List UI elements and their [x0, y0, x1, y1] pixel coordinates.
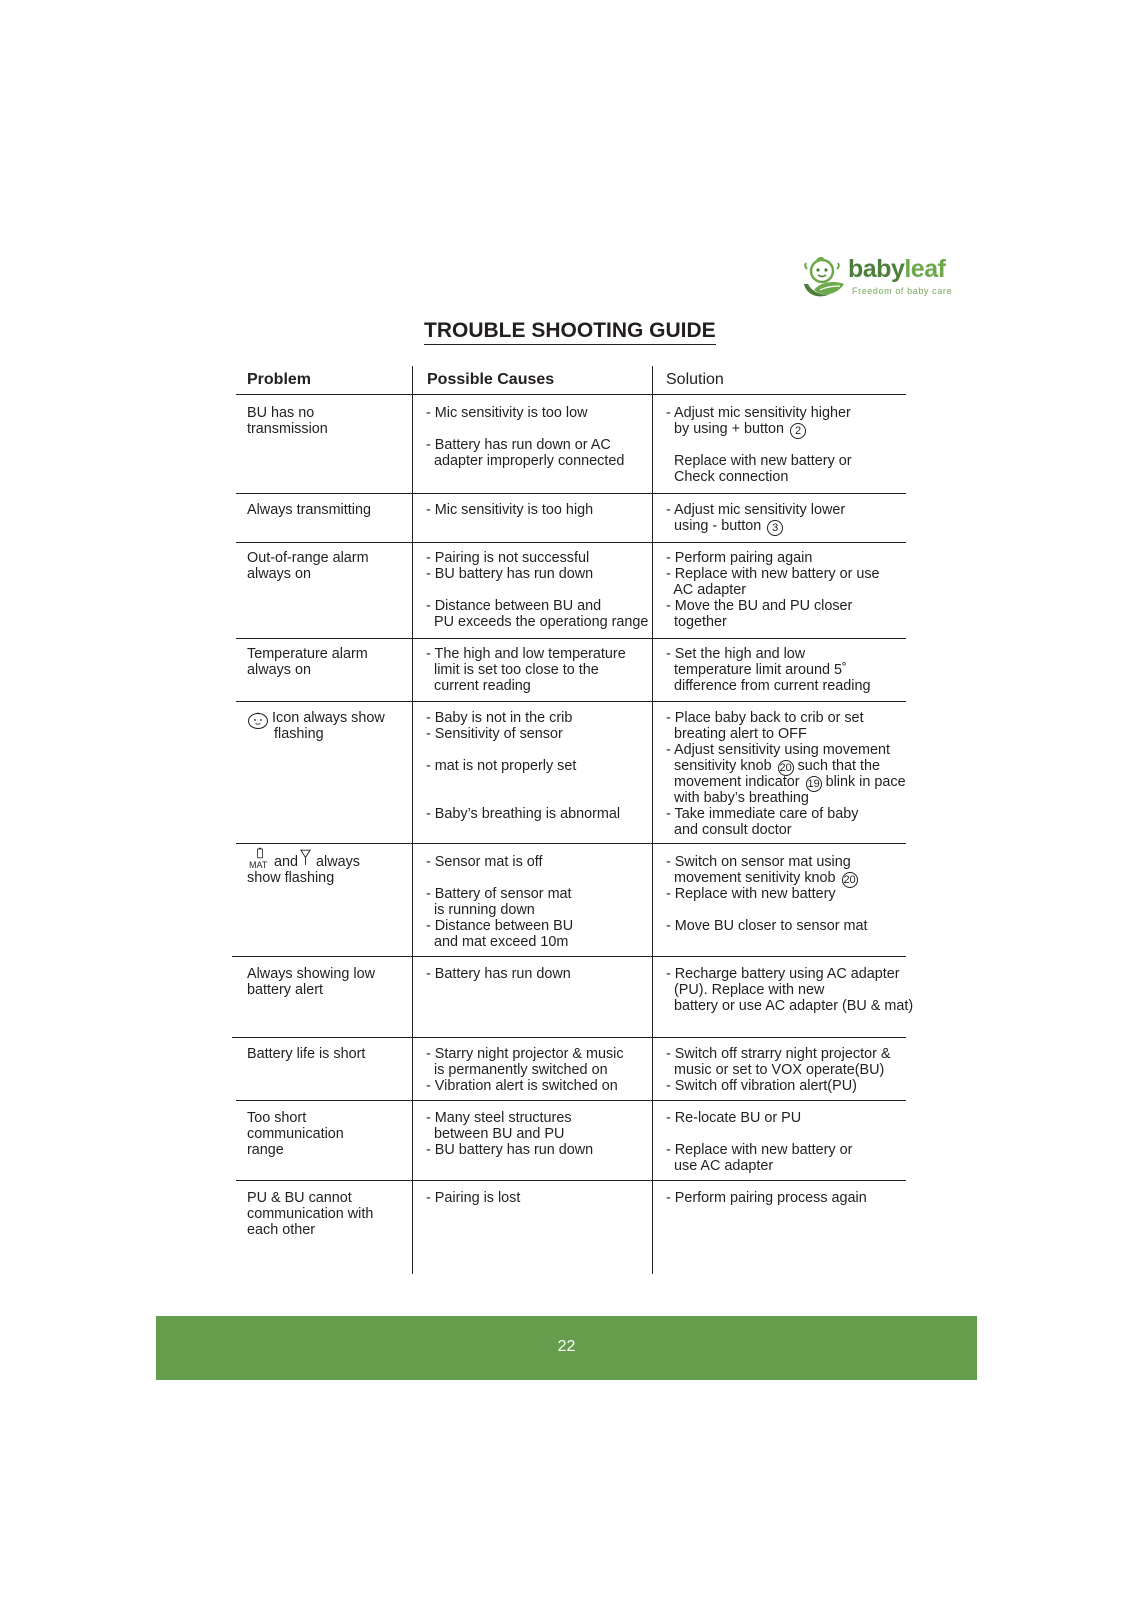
- solution-text: - Adjust mic sensitivity higher by using + button: [666, 405, 851, 437]
- solution-cell: [666, 502, 845, 536]
- solution-cell: - Re-locate BU or PU - Replace with new battery or use AC adapter: [666, 1110, 853, 1174]
- header-rule: [236, 394, 906, 395]
- solution-cell: with baby’s breathing - Take immediate care of baby and consult doctor: [666, 790, 859, 838]
- button-number-badge: 2: [790, 423, 806, 439]
- row-divider: [236, 542, 906, 543]
- problem-cell: flashing: [274, 726, 324, 742]
- indicator-number-badge: 19: [807, 778, 820, 790]
- problem-cell: Always showing low battery alert: [247, 966, 375, 998]
- baby-face-icon: [247, 712, 269, 730]
- causes-cell: - Battery has run down: [426, 966, 571, 982]
- knob-number-badge: 20: [843, 874, 856, 886]
- problem-cell: Icon always show: [272, 710, 385, 726]
- causes-cell: - Baby is not in the crib - Sensitivity of sensor - mat is not properly set - Baby’s breathing is abnormal: [426, 710, 621, 822]
- mat-battery-icon: [256, 847, 264, 859]
- problem-cell: show flashing: [247, 870, 335, 886]
- header-solution: Solution: [666, 371, 724, 388]
- brand-name-part2: leaf: [904, 255, 946, 283]
- problem-cell: Always transmitting: [247, 502, 371, 518]
- brand-tagline: Freedom of baby care: [852, 286, 953, 296]
- solution-text: such that the: [797, 758, 880, 774]
- solution-cell: [666, 405, 851, 439]
- column-divider: [412, 366, 413, 1274]
- problem-cell: BU has no transmission: [247, 405, 328, 437]
- solution-cell: - Place baby back to crib or set breating alert to OFF - Adjust sensitivity using movement: [666, 710, 890, 758]
- column-divider: [652, 366, 653, 1274]
- causes-cell: - Mic sensitivity is too low - Battery has run down or AC adapter improperly connected: [426, 405, 625, 469]
- problem-cell: PU & BU cannot communication with each other: [247, 1190, 374, 1238]
- problem-cell: Out-of-range alarm always on: [247, 550, 369, 582]
- solution-cell: Replace with new battery or Check connection: [673, 453, 852, 485]
- causes-cell: - Sensor mat is off - Battery of sensor mat is running down - Distance between BU and mat exceed 10m: [426, 854, 574, 950]
- row-divider: [232, 1037, 906, 1038]
- solution-text: - Adjust mic sensitivity lower using - button: [666, 502, 846, 534]
- solution-cell: - Switch off strarry night projector & music or set to VOX operate(BU) - Switch off vibration alert(PU): [666, 1046, 891, 1094]
- problem-cell: Temperature alarm always on: [247, 646, 368, 678]
- row-divider: [236, 638, 906, 639]
- solution-cell: - Perform pairing again - Replace with new battery or use AC adapter - Move the BU and PU closer together: [666, 550, 880, 630]
- row-divider: [236, 493, 906, 494]
- solution-cell: - Perform pairing process again: [666, 1190, 867, 1206]
- problem-cell: Too short communication range: [247, 1110, 344, 1158]
- solution-cell: - Recharge battery using AC adapter (PU). Replace with new battery or use AC adapter (BU & mat): [666, 966, 914, 1014]
- row-divider: [236, 843, 906, 844]
- causes-cell: - Pairing is not successful - BU battery has run down - Distance between BU and PU exceeds the operationg range: [426, 550, 649, 630]
- knob-number-badge: 20: [779, 762, 792, 774]
- solution-text: sensitivity knob: [666, 758, 772, 774]
- mat-label: MAT: [249, 860, 268, 870]
- solution-text: blink in pace: [825, 774, 906, 790]
- causes-cell: - Many steel structures between BU and PU - BU battery has run down: [426, 1110, 594, 1158]
- solution-cell: - Set the high and low temperature limit around 5˚ difference from current reading: [666, 646, 871, 694]
- header-problem: Problem: [247, 371, 312, 388]
- row-divider: [236, 1100, 906, 1101]
- page-number: 22: [557, 1338, 576, 1355]
- causes-cell: - The high and low temperature limit is set too close to the current reading: [426, 646, 626, 694]
- problem-cell: and: [274, 854, 299, 870]
- problem-cell: always: [316, 854, 360, 870]
- page-title: TROUBLE SHOOTING GUIDE: [424, 317, 716, 345]
- causes-cell: - Starry night projector & music is permanently switched on - Vibration alert is switched on: [426, 1046, 624, 1094]
- row-divider: [232, 956, 906, 957]
- antenna-signal-icon: [300, 849, 311, 866]
- solution-cell: - Switch on sensor mat using: [666, 854, 851, 870]
- solution-cell: - Replace with new battery - Move BU closer to sensor mat: [666, 886, 868, 934]
- row-divider: [236, 1180, 906, 1181]
- brand-name-part1: baby: [848, 255, 905, 283]
- problem-cell: Battery life is short: [247, 1046, 366, 1062]
- page-footer-bar: [156, 1316, 977, 1380]
- row-divider: [236, 701, 906, 702]
- solution-text: movement senitivity knob: [666, 870, 836, 886]
- causes-cell: - Mic sensitivity is too high: [426, 502, 594, 518]
- causes-cell: - Pairing is lost: [426, 1190, 521, 1206]
- button-number-badge: 3: [767, 520, 783, 536]
- solution-text: movement indicator: [666, 774, 800, 790]
- header-causes: Possible Causes: [427, 371, 555, 388]
